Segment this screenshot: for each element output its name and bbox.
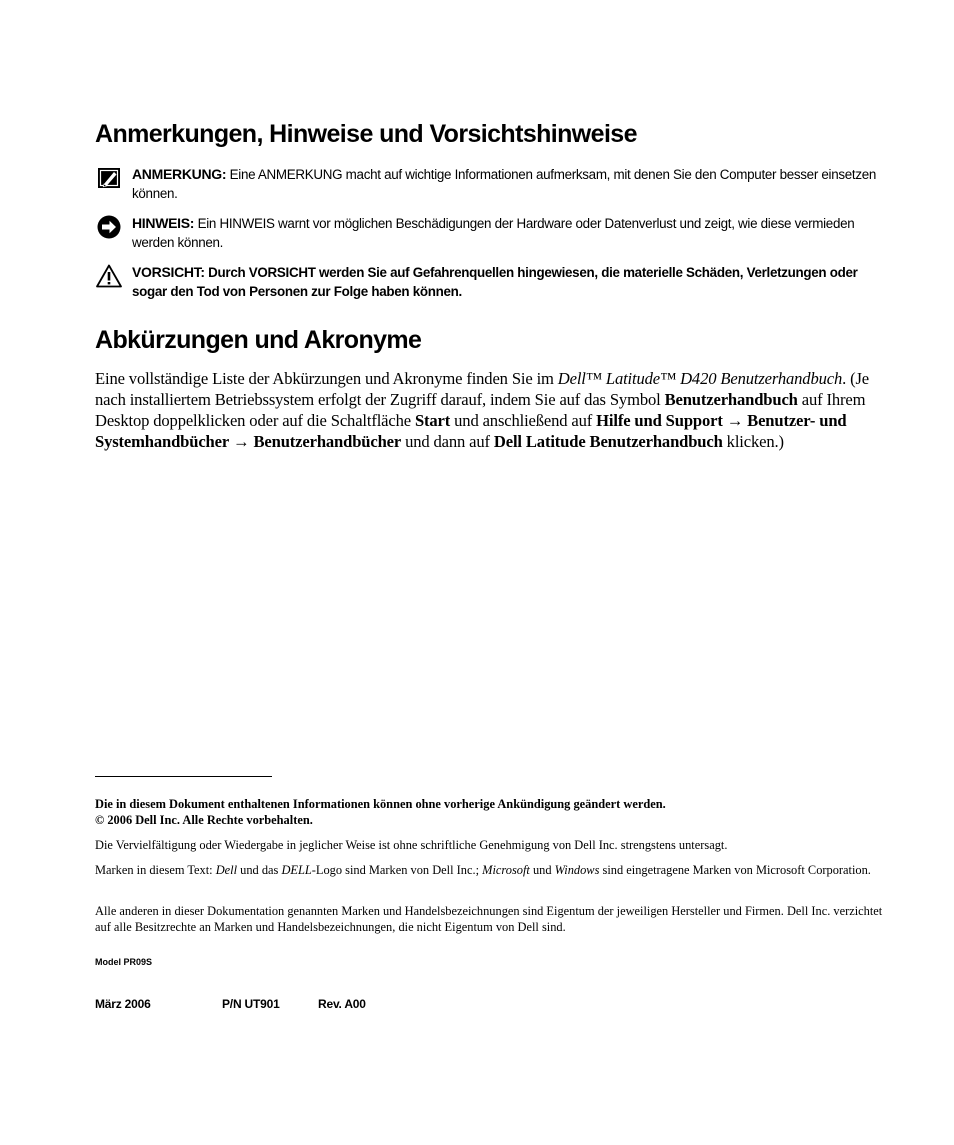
tm-text: und bbox=[529, 863, 555, 877]
part-number: P/N UT901 bbox=[222, 997, 280, 1011]
copyright-line: © 2006 Dell Inc. Alle Rechte vorbehalten. bbox=[95, 813, 313, 827]
tm-text: und das bbox=[237, 863, 282, 877]
abbreviations-paragraph bbox=[95, 368, 895, 452]
tm-dell-logo: DELL bbox=[281, 863, 312, 877]
caution-block bbox=[95, 263, 895, 301]
pencil-note-icon bbox=[95, 165, 123, 191]
publication-date: März 2006 bbox=[95, 997, 151, 1011]
note-block bbox=[95, 165, 895, 203]
trademark-notice bbox=[95, 862, 895, 878]
para-help-support: Hilfe und Support bbox=[596, 411, 723, 430]
para-text: Eine vollständige Liste der Abkürzungen und Akronyme finden Sie im bbox=[95, 369, 558, 388]
tm-text: Marken in diesem Text: bbox=[95, 863, 216, 877]
right-arrow-icon: → bbox=[722, 411, 748, 430]
tm-windows: Windows bbox=[554, 863, 600, 877]
para-user-manuals: Benutzerhandbücher bbox=[253, 432, 402, 451]
section-title-abbreviations: Abkürzungen und Akronyme bbox=[95, 326, 422, 354]
footnote-divider bbox=[95, 776, 272, 777]
para-icon-name: Benutzerhandbuch bbox=[664, 390, 798, 409]
para-text: und anschließend auf bbox=[450, 411, 597, 430]
notice-label: HINWEIS: bbox=[132, 215, 195, 231]
tm-text: sind eingetragene Marken von Microsoft Corporation. bbox=[599, 863, 871, 877]
warning-triangle-icon bbox=[95, 263, 123, 289]
tm-dell: Dell bbox=[215, 863, 238, 877]
other-trademarks-notice: Alle anderen in dieser Dokumentation genannten Marken und Handelsbezeichnungen sind Eigentum der jeweiligen Hersteller und Firmen. Dell Inc. verzichtet auf alle Besitzrechte an Marken und Handelsbezeichnungen, die nicht Eigentum von Dell sind. bbox=[95, 904, 883, 934]
right-arrow-icon: → bbox=[229, 432, 254, 451]
model-number: Model PR09S bbox=[95, 957, 153, 967]
revision: Rev. A00 bbox=[318, 997, 366, 1011]
para-manual-title: Dell™ Latitude™ D420 Benutzerhandbuch bbox=[557, 369, 843, 388]
para-start-button-name: Start bbox=[414, 411, 451, 430]
para-system-manuals: Benutzer- und Systemhandbücher bbox=[95, 411, 847, 451]
reproduction-notice: Die Vervielfältigung oder Wiedergabe in jeglicher Weise ist ohne schriftliche Genehmigung von Dell Inc. strengstens untersagt. bbox=[95, 838, 728, 852]
notice-text: Ein HINWEIS warnt vor möglichen Beschädigungen der Hardware oder Datenverlust und zeigt, wie diese vermieden werden können. bbox=[132, 216, 855, 250]
caution-text: Durch VORSICHT werden Sie auf Gefahrenquellen hingewiesen, die materielle Schäden, Verletzungen oder sogar den Tod von Personen zur Folge haben können. bbox=[132, 265, 858, 299]
para-text: auf Ihrem Desktop doppelklicken oder auf die Schaltfläche bbox=[95, 390, 866, 430]
tm-text: -Logo sind Marken von Dell Inc.; bbox=[311, 863, 483, 877]
notice-block bbox=[95, 214, 895, 252]
para-text: . (Je nach installiertem Betriebssystem erfolgt der Zugriff darauf, indem Sie auf das Symbol bbox=[95, 369, 870, 409]
note-text: Eine ANMERKUNG macht auf wichtige Informationen aufmerksam, mit denen Sie den Computer besser einsetzen können. bbox=[132, 167, 877, 201]
para-text: klicken.) bbox=[722, 432, 784, 451]
legal-change-notice: Die in diesem Dokument enthaltenen Informationen können ohne vorherige Ankündigung geändert werden. bbox=[95, 797, 666, 811]
legal-notice bbox=[95, 796, 895, 828]
notice-arrow-icon bbox=[95, 214, 123, 240]
note-label: ANMERKUNG: bbox=[132, 166, 227, 182]
para-latitude-manual: Dell Latitude Benutzerhandbuch bbox=[493, 432, 723, 451]
para-text: und dann auf bbox=[401, 432, 494, 451]
caution-label: VORSICHT: bbox=[132, 264, 205, 280]
tm-microsoft: Microsoft bbox=[482, 863, 530, 877]
section-title-notes: Anmerkungen, Hinweise und Vorsichtshinweise bbox=[95, 120, 637, 148]
